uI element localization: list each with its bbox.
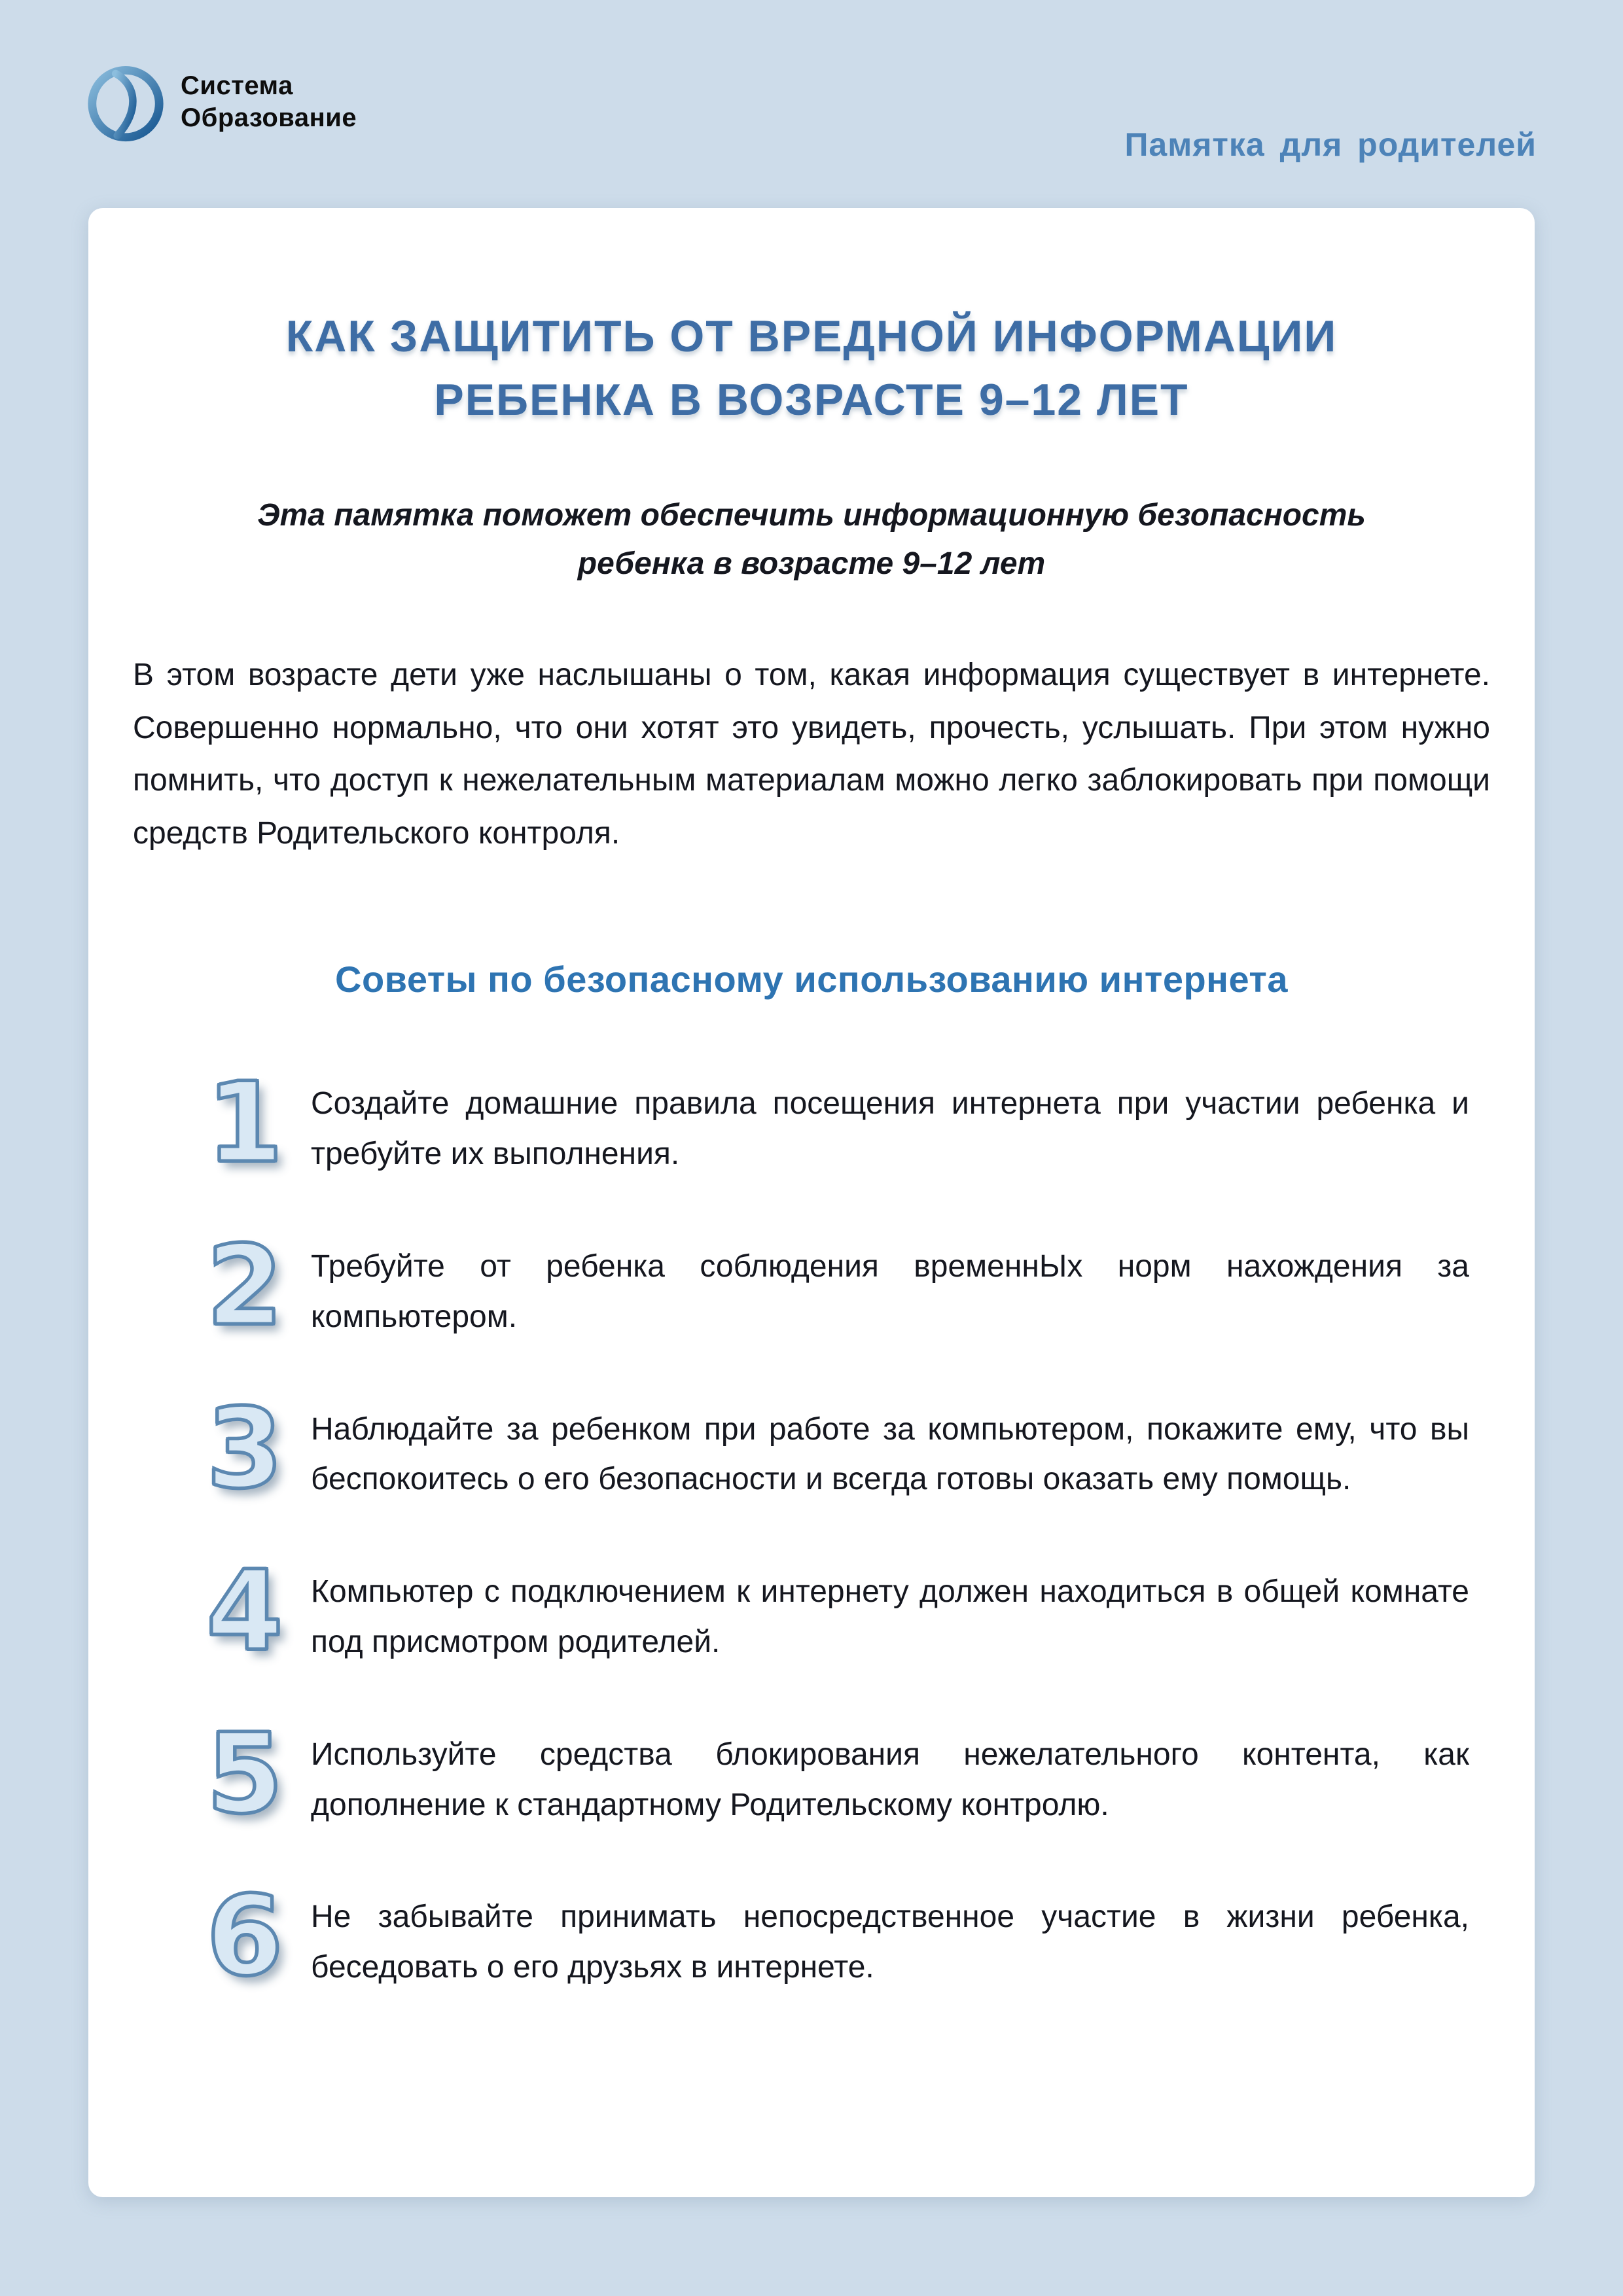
- brand-name-line1: Система: [181, 71, 293, 101]
- document-title: [88, 305, 1535, 431]
- globe-icon: [84, 60, 168, 144]
- brand-name: [181, 70, 357, 134]
- tip-number: 6: [206, 1872, 283, 2001]
- tip-number: 1: [206, 1059, 283, 1188]
- tip-text: Требуйте от ребенка соблюдения временнЫх норм нахождения за компьютером.: [311, 1248, 1469, 1334]
- tip-text: Не забывайте принимать непосредственное участие в жизни ребенка, беседовать о его друзьях в интернете.: [311, 1899, 1469, 1985]
- tip-text: Компьютер с подключением к интернету должен находиться в общей комнате под присмотром родителей.: [311, 1574, 1469, 1659]
- brand-name-line2: Образование: [181, 103, 357, 132]
- section-title: Советы по безопасному использованию интернета: [335, 959, 1288, 1000]
- tip-number: 4: [206, 1547, 283, 1676]
- document-title-line1: КАК ЗАЩИТИТЬ ОТ ВРЕДНОЙ ИНФОРМАЦИИ: [285, 311, 1338, 361]
- brand-logo: [84, 60, 357, 144]
- tip-number: 2: [206, 1221, 283, 1350]
- document-title-line2: РЕБЕНКА В ВОЗРАСТЕ 9–12 ЛЕТ: [434, 374, 1189, 425]
- intro-paragraph: В этом возрасте дети уже наслышаны о том, какая информация существует в интернете. Совершенно нормально, что они хотят это увидеть, прочесть, услышать. При этом нужно помнить, что доступ к нежелательным материалам можно легко заблокировать при помощи средств Родительского контроля.: [133, 657, 1490, 851]
- tip-item: [206, 1872, 1469, 2001]
- document-subtitle: [88, 491, 1535, 589]
- page-header: [0, 0, 1623, 164]
- tip-item: [206, 1221, 1469, 1350]
- tip-item: [206, 1384, 1469, 1513]
- tip-text: Наблюдайте за ребенком при работе за компьютером, покажите ему, что вы беспокоитесь о его безопасности и всегда готовы оказать ему помощь.: [311, 1411, 1469, 1497]
- document-subtitle-line1: Эта памятка поможет обеспечить информационную безопасность: [257, 498, 1366, 533]
- tip-item: [206, 1547, 1469, 1676]
- tip-number: 3: [206, 1384, 283, 1513]
- tip-text: Создайте домашние правила посещения интернета при участии ребенка и требуйте их выполнения.: [311, 1086, 1469, 1172]
- tip-item: [206, 1709, 1469, 1838]
- content-card: [88, 208, 1535, 2197]
- document-subtitle-line2: ребенка в возрасте 9–12 лет: [577, 546, 1046, 582]
- tip-number: 5: [206, 1709, 283, 1838]
- tip-item: [206, 1059, 1469, 1188]
- tip-text: Используйте средства блокирования нежелательного контента, как дополнение к стандартному Родительскому контролю.: [311, 1737, 1469, 1822]
- tips-list: [88, 1059, 1535, 2001]
- header-badge: Памятка для родителей: [1124, 126, 1537, 163]
